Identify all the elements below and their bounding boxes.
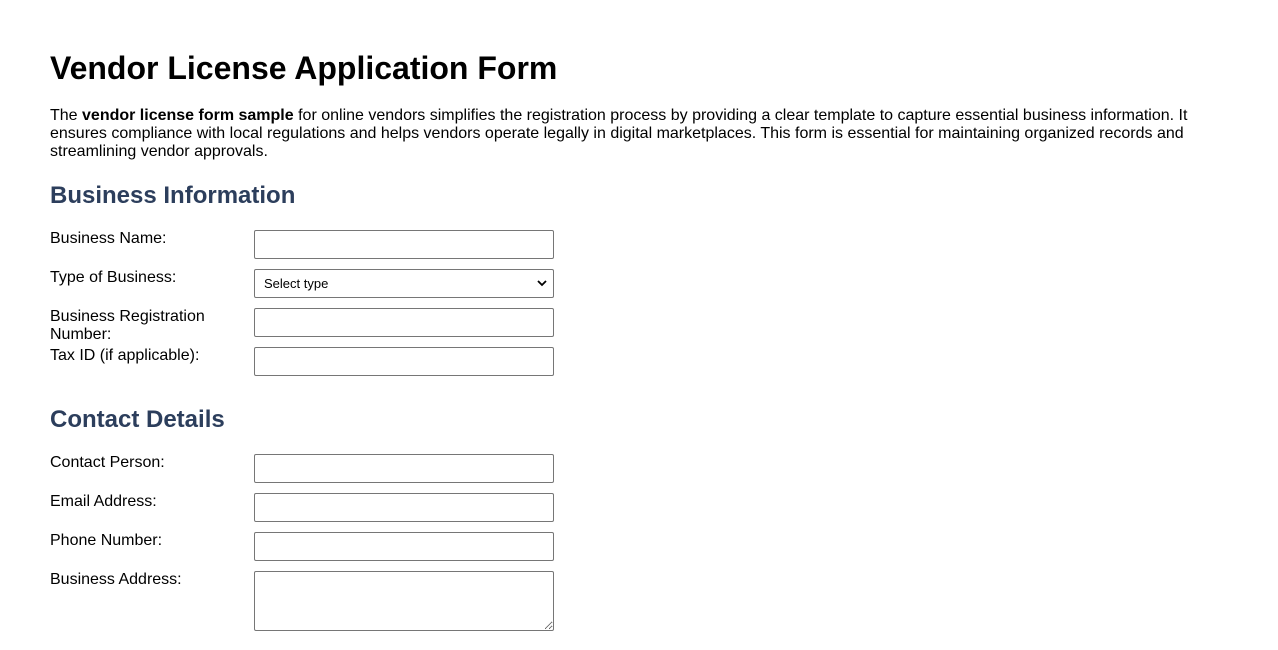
business-type-select[interactable] [254,269,554,298]
phone-number-label: Phone Number: [50,532,163,549]
tax-id-label: Tax ID (if applicable): [50,347,200,364]
registration-number-input[interactable] [254,308,554,337]
contact-person-label: Contact Person: [50,454,165,471]
email-address-label: Email Address: [50,493,157,510]
registration-number-label: Business Registration Number: [50,308,205,343]
business-info-heading: Business Information [50,182,296,209]
intro-suffix: for online vendors simplifies the registration process by providing a clear template to capture essential business information. It ensures compliance with local regulations and helps vendors operate legally in digital marketplaces. This form is essential for maintaining organized records and streamlining vendor approvals. [50,107,1188,160]
business-address-textarea[interactable] [254,571,554,631]
business-name-label: Business Name: [50,230,167,247]
intro-bold: vendor license form sample [82,107,294,124]
contact-person-input[interactable] [254,454,554,483]
business-type-selected-value: Select type [264,276,329,291]
page-title: Vendor License Application Form [50,50,558,86]
chevron-down-icon [537,279,547,289]
email-address-input[interactable] [254,493,554,522]
tax-id-input[interactable] [254,347,554,376]
intro-paragraph [50,107,1200,161]
business-name-input[interactable] [254,230,554,259]
business-type-label: Type of Business: [50,269,177,286]
contact-details-heading: Contact Details [50,406,225,433]
business-address-label: Business Address: [50,571,182,588]
intro-prefix: The [50,107,83,124]
phone-number-input[interactable] [254,532,554,561]
